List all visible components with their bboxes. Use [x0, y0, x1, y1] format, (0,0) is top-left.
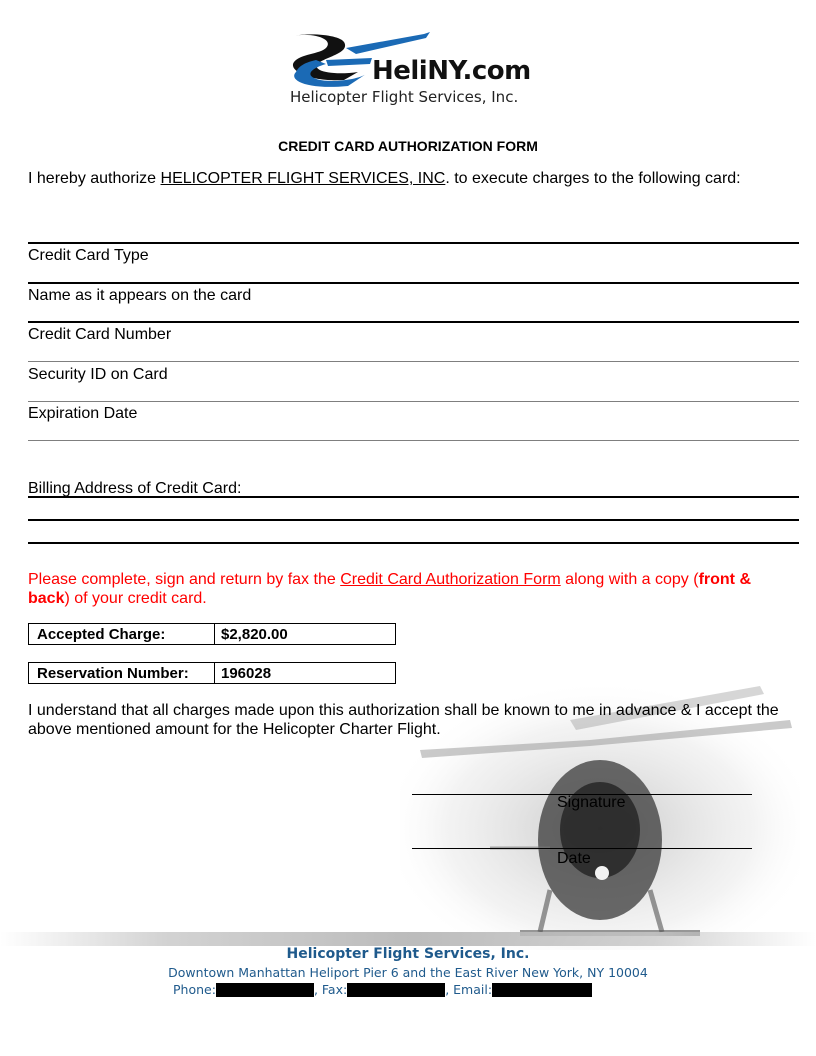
card-type-label: Credit Card Type: [28, 247, 149, 264]
footer-address: Downtown Manhattan Heliport Pier 6 and the East River New York, NY 10004: [168, 965, 648, 980]
billing-address-line-1[interactable]: [28, 496, 799, 498]
fax-label: , Fax:: [313, 982, 348, 997]
accepted-charge-label: Accepted Charge:: [29, 624, 215, 644]
return-instructions: [28, 570, 788, 608]
fax-redacted: [347, 983, 445, 997]
phone-redacted: [216, 983, 314, 997]
form-title: CREDIT CARD AUTHORIZATION FORM: [278, 138, 538, 154]
reservation-number-box: [28, 662, 396, 684]
phone-label: Phone:: [173, 982, 216, 997]
card-type-line[interactable]: [28, 282, 799, 284]
signature-label: Signature: [557, 794, 626, 811]
expiration-date-line[interactable]: [28, 440, 799, 441]
logo-wordmark: HeliNY.com: [372, 56, 531, 86]
reservation-number-label: Reservation Number:: [29, 663, 215, 683]
authorized-company: HELICOPTER FLIGHT SERVICES, INC: [160, 170, 446, 187]
card-number-line[interactable]: [28, 361, 799, 362]
name-on-card-label: Name as it appears on the card: [28, 287, 252, 304]
notice-emphasis: front & back: [28, 571, 752, 607]
email-label: , Email:: [445, 982, 493, 997]
notice-text-3: ) of your credit card.: [64, 590, 207, 607]
footer-contact: [173, 982, 592, 997]
expiration-date-label: Expiration Date: [28, 405, 138, 422]
intro-suffix: . to execute charges to the following card:: [445, 170, 741, 187]
intro-prefix: I hereby authorize: [28, 170, 161, 187]
form-link[interactable]: Credit Card Authorization Form: [340, 571, 561, 588]
date-label: Date: [557, 850, 591, 867]
reservation-number-value: 196028: [221, 665, 272, 682]
email-redacted: [492, 983, 592, 997]
name-on-card-line[interactable]: [28, 321, 799, 323]
security-id-line[interactable]: [28, 401, 799, 402]
accepted-charge-box: [28, 623, 396, 645]
card-number-label: Credit Card Number: [28, 326, 172, 343]
footer-company-name: Helicopter Flight Services, Inc.: [286, 946, 530, 962]
accepted-charge-value: $2,820.00: [221, 626, 288, 643]
notice-text-2: along with a copy (: [560, 571, 699, 588]
billing-address-label: Billing Address of Credit Card:: [28, 480, 242, 497]
field-rule-top: [28, 242, 799, 244]
billing-address-line-2[interactable]: [28, 519, 799, 521]
notice-text-1: Please complete, sign and return by fax the: [28, 571, 341, 588]
security-id-label: Security ID on Card: [28, 366, 168, 383]
company-logo: [286, 30, 536, 110]
logo-subtitle: Helicopter Flight Services, Inc.: [290, 88, 519, 106]
billing-address-line-3[interactable]: [28, 542, 799, 544]
date-line[interactable]: [412, 848, 752, 849]
authorization-intro: [28, 170, 741, 188]
footer-divider: [0, 932, 816, 946]
acceptance-statement: I understand that all charges made upon this authorization shall be known to me in advance & I accept the above mentioned amount for the Helicopter Charter Flight.: [28, 702, 779, 738]
